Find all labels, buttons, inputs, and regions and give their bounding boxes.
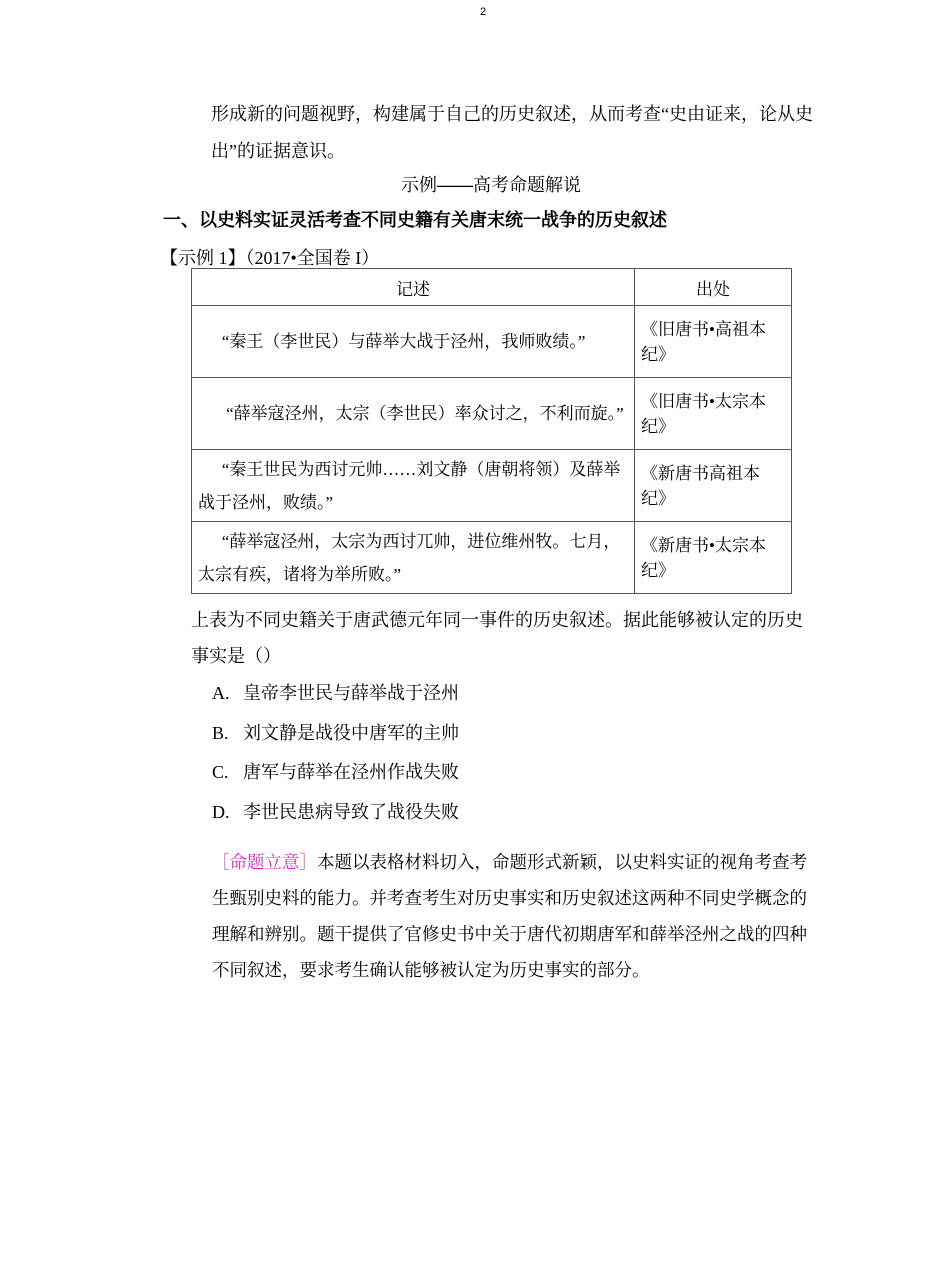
- example-label: [160, 246, 379, 270]
- header-record: 记述: [192, 269, 635, 306]
- option-a: [212, 676, 459, 716]
- table-row: [192, 450, 792, 522]
- source-cell: 《新唐书高祖本纪》: [635, 450, 792, 522]
- record-cell: “秦王（李世民）与薛举大战于泾州，我师败绩。”: [192, 306, 635, 378]
- analysis-tag: ［命题立意］: [212, 852, 317, 872]
- option-text: 皇帝李世民与薛举战于泾州: [243, 683, 459, 703]
- option-d: [212, 795, 459, 835]
- option-letter: C.: [212, 762, 229, 782]
- analysis-text: 本题以表格材料切入，命题形式新颖，以史料实证的视角考查考生甄别史料的能力。并考查考生对历史事实和历史叙述这两种不同史学概念的理解和辨别。题干提供了官修史书中关于唐代初期唐军和薛举泾州之战的四种不同叙述，要求考生确认能够被认定为历史事实的部分。: [212, 852, 807, 980]
- question-text: 上表为不同史籍关于唐武德元年同一事件的历史叙述。据此能够被认定的历史事实是（）: [191, 610, 803, 666]
- analysis-paragraph: [212, 844, 823, 988]
- source-cell: 《旧唐书•太宗本纪》: [635, 378, 792, 450]
- options-list: [212, 676, 459, 834]
- intro-paragraph: 形成新的问题视野，构建属于自己的历史叙述，从而考查“史由证来，论从史出”的证据意识。: [211, 104, 813, 161]
- option-letter: B.: [212, 722, 229, 743]
- table-row: [192, 306, 792, 378]
- option-c: [212, 755, 459, 795]
- option-text: 唐军与薛举在泾州作战失败: [243, 762, 459, 782]
- header-source: 出处: [635, 269, 792, 306]
- example-heading: 示例——高考命题解说: [401, 175, 581, 195]
- source-cell: 《旧唐书•高祖本纪》: [635, 306, 792, 378]
- record-cell: “薛举寇泾州，太宗为西讨兀帅，进位维州牧。七月，太宗有疾，诸将为举所败。”: [192, 522, 635, 594]
- section-heading: 一、以史料实证灵活考查不同史籍有关唐末统一战争的历史叙述: [163, 210, 667, 230]
- table-header-row: [192, 269, 792, 306]
- option-letter: A.: [212, 683, 230, 703]
- option-text: 刘文静是战役中唐军的主帅: [243, 722, 459, 743]
- example-source: （2017•全国卷 I）: [245, 248, 380, 268]
- source-cell: 《新唐书•太宗本纪》: [635, 522, 792, 594]
- option-letter: D.: [212, 801, 230, 822]
- record-cell: “秦王世民为西讨元帅……刘文静（唐朝将领）及薛举战于泾州，败绩。”: [192, 450, 635, 522]
- option-text: 李世民患病导致了战役失败: [243, 801, 459, 822]
- table-row: [192, 378, 792, 450]
- record-cell: “薛举寇泾州，太宗（李世民）率众讨之，不利而旋。”: [192, 378, 635, 450]
- table-row: [192, 522, 792, 594]
- page-number: 2: [479, 6, 487, 18]
- example-tag: 【示例 1】: [160, 248, 246, 268]
- option-b: [212, 716, 459, 756]
- source-table: [191, 268, 792, 594]
